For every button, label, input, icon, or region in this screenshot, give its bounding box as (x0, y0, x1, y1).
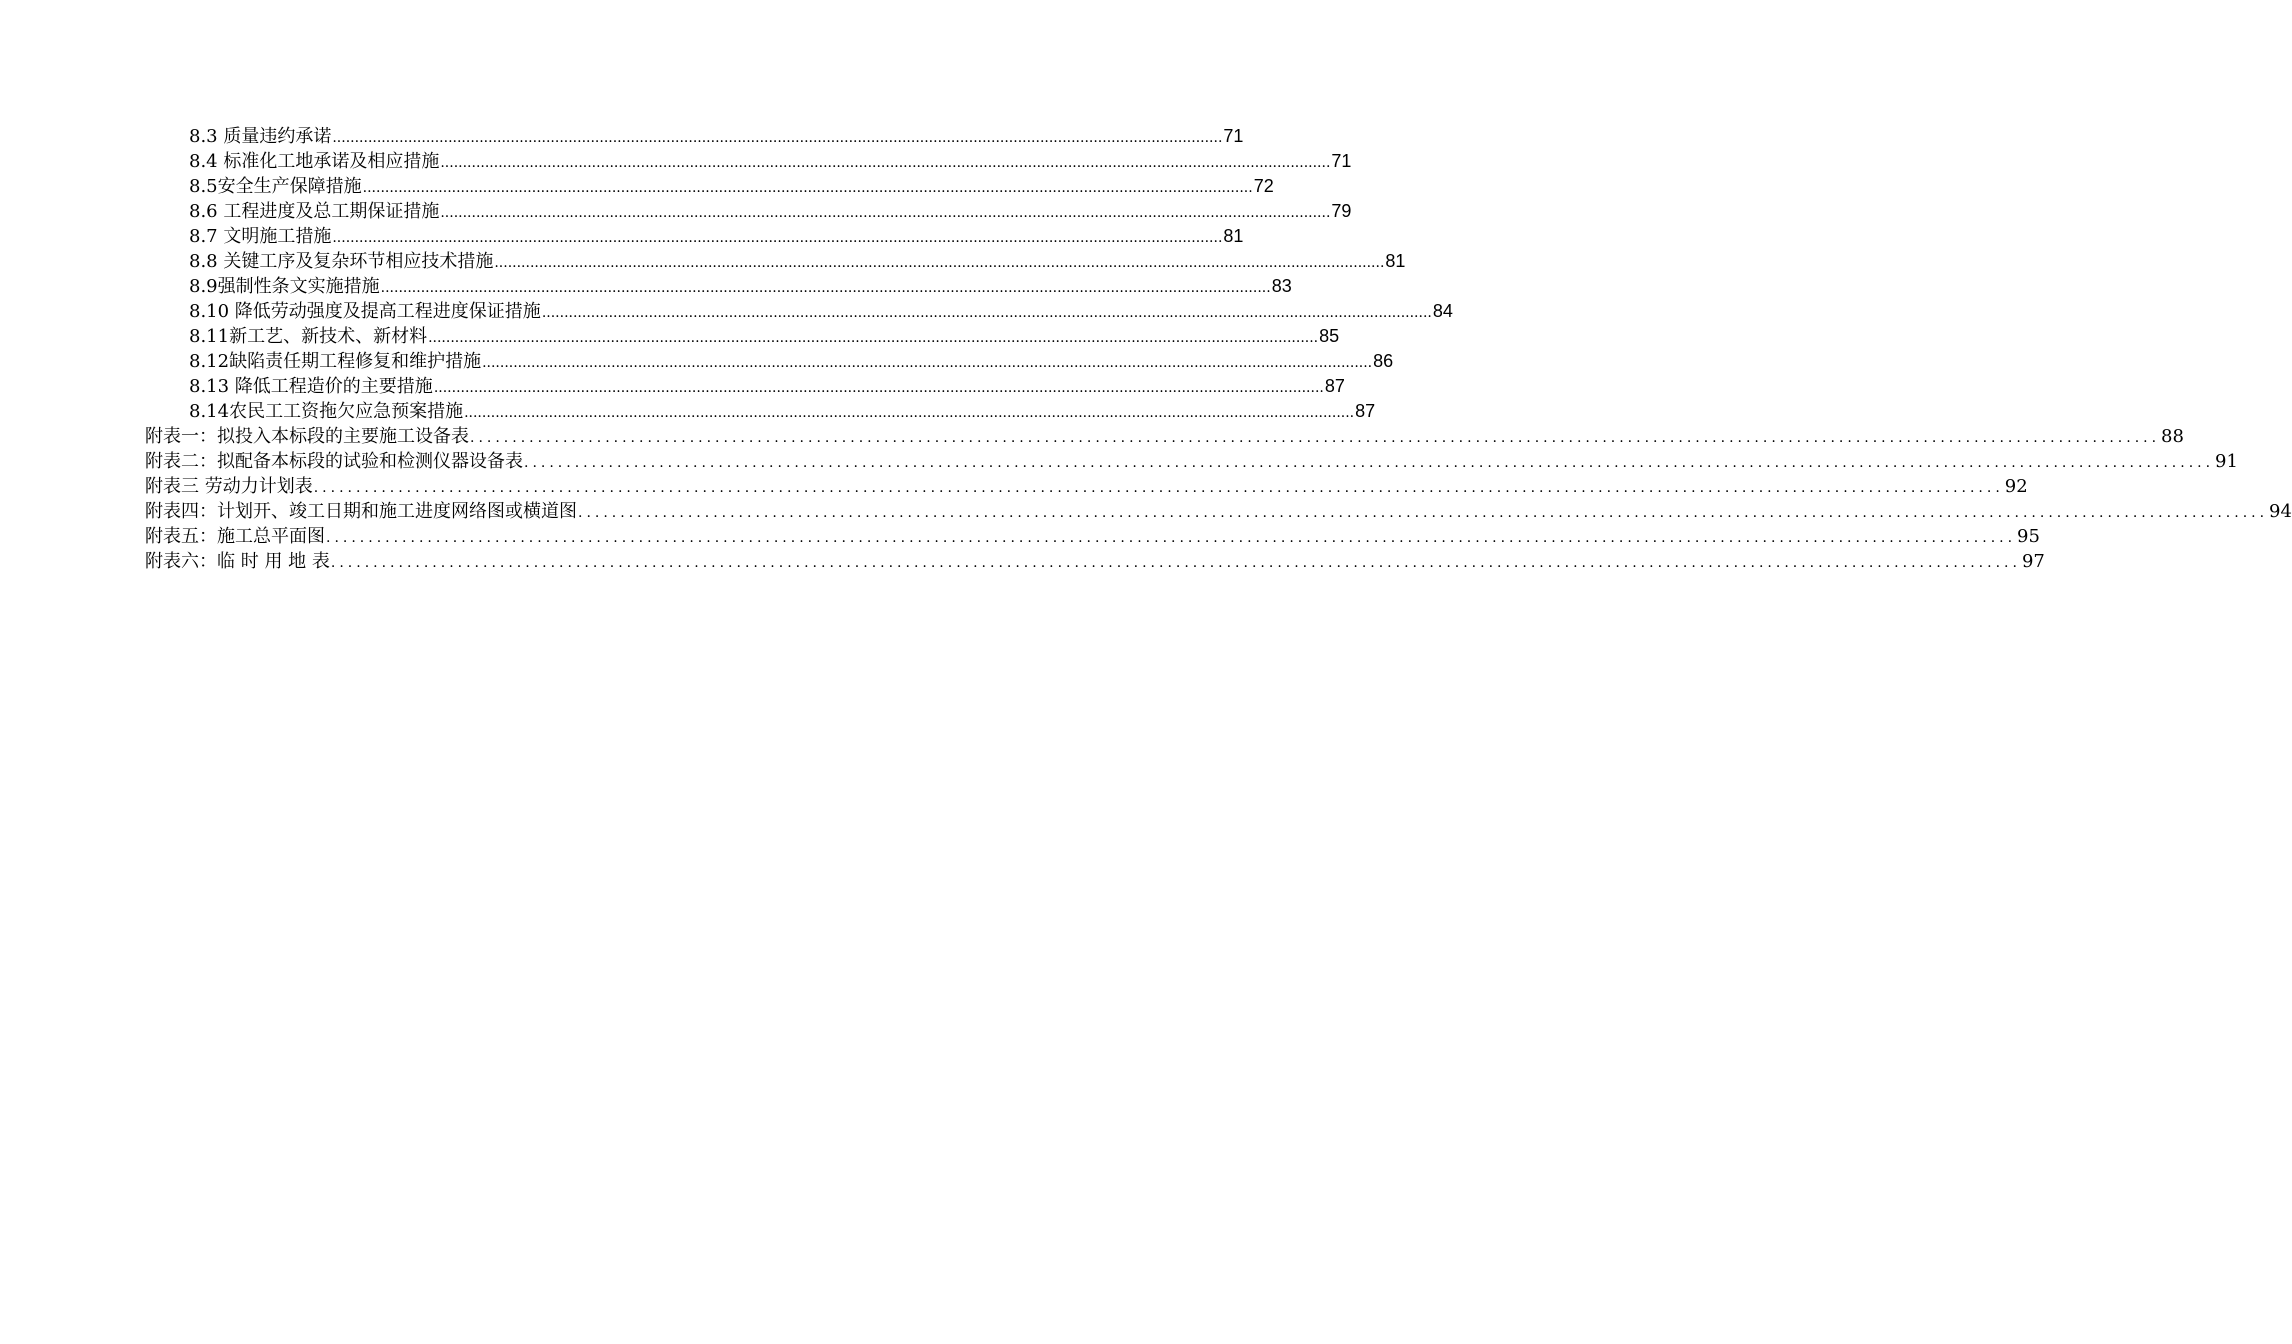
toc-entry-title: 附表六：临 时 用 地 表 (145, 551, 330, 572)
toc-entry-title: 附表二：拟配备本标段的试验和检测仪器设备表 (145, 451, 523, 472)
toc-page-number: 83 (1271, 276, 1292, 296)
toc-entry-title: 8.7 文明施工措施 (189, 226, 332, 247)
toc-dot-leader: ........................................................................................................................................................................................................ (440, 155, 1331, 171)
toc-entry[interactable] (0, 249, 1406, 274)
toc-page-number: 81 (1223, 226, 1244, 246)
toc-page-number: 88 (2161, 426, 2184, 447)
toc-dot-leader: ........................................................................................................................................................................................................ (433, 380, 1324, 396)
toc-entry-title: 8.5安全生产保障措施 (189, 176, 362, 197)
toc-entry[interactable] (0, 274, 1292, 299)
toc-entry[interactable] (0, 549, 2045, 574)
toc-entry-title: 8.4 标准化工地承诺及相应措施 (189, 151, 440, 172)
toc-page-number: 72 (1253, 176, 1274, 196)
toc-page-number: 71 (1223, 126, 1244, 146)
toc-entry-title: 附表五：施工总平面图 (145, 526, 325, 547)
toc-dot-leader: ........................................................................................................................................................................................................ (464, 405, 1355, 421)
toc-entry[interactable] (0, 374, 1345, 399)
toc-entry[interactable] (0, 424, 2184, 449)
toc-entry[interactable] (0, 349, 1394, 374)
toc-page-number: 79 (1331, 201, 1352, 221)
toc-dot-leader: ........................................................................................................................................................................................................ (332, 130, 1223, 146)
toc-page-number: 85 (1319, 326, 1340, 346)
toc-dot-leader: ........................................................................................................................................................................................................ (330, 555, 2021, 571)
toc-dot-leader: ........................................................................................................................................................................................................ (541, 305, 1432, 321)
toc-entry[interactable] (0, 199, 1352, 224)
toc-page-number: 84 (1432, 301, 1453, 321)
toc-dot-leader: ........................................................................................................................................................................................................ (313, 480, 2004, 496)
toc-entry[interactable] (0, 299, 1453, 324)
toc-entry[interactable] (0, 499, 2292, 524)
toc-entry[interactable] (0, 324, 1340, 349)
toc-entry-title: 8.11新工艺、新技术、新材料 (189, 326, 428, 347)
toc-entry-title: 8.8 关键工序及复杂环节相应技术措施 (189, 251, 494, 272)
toc-entry[interactable] (0, 174, 1274, 199)
toc-page-number: 87 (1355, 401, 1376, 421)
toc-dot-leader: ........................................................................................................................................................................................................ (494, 255, 1385, 271)
toc-entry-title: 8.9强制性条文实施措施 (189, 276, 380, 297)
toc-entry-title: 8.12缺陷责任期工程修复和维护措施 (189, 351, 482, 372)
toc-entry-title: 8.6 工程进度及总工期保证措施 (189, 201, 440, 222)
toc-page-number: 87 (1324, 376, 1345, 396)
toc-page-number: 97 (2021, 551, 2045, 572)
toc-dot-leader: ........................................................................................................................................................................................................ (470, 430, 2161, 446)
toc-dot-leader: ........................................................................................................................................................................................................ (440, 205, 1331, 221)
toc-page-number: 92 (2004, 476, 2028, 497)
toc-entry[interactable] (0, 449, 2238, 474)
toc-entry-title: 8.3 质量违约承诺 (189, 126, 332, 147)
toc-entry-title: 8.13 降低工程造价的主要措施 (189, 376, 433, 397)
toc-dot-leader: ........................................................................................................................................................................................................ (482, 355, 1373, 371)
toc-entry[interactable] (0, 474, 2028, 499)
toc-page-number: 95 (2017, 526, 2040, 547)
toc-dot-leader: ........................................................................................................................................................................................................ (578, 505, 2269, 521)
toc-page-number: 71 (1331, 151, 1352, 171)
toc-entry[interactable] (0, 524, 2040, 549)
toc-dot-leader: ........................................................................................................................................................................................................ (362, 180, 1253, 196)
toc-dot-leader: ........................................................................................................................................................................................................ (428, 330, 1319, 346)
toc-entry-title: 附表一：拟投入本标段的主要施工设备表 (145, 426, 469, 447)
toc-dot-leader: ........................................................................................................................................................................................................ (380, 280, 1271, 296)
toc-entry[interactable] (0, 149, 1352, 174)
toc-entry-title: 8.10 降低劳动强度及提高工程进度保证措施 (189, 301, 541, 322)
toc-entry-title: 附表三 劳动力计划表 (145, 476, 313, 497)
toc-dot-leader: ........................................................................................................................................................................................................ (524, 455, 2215, 471)
toc-entry[interactable] (0, 224, 1244, 249)
toc-page-number: 86 (1373, 351, 1394, 371)
toc-page-number: 91 (2215, 451, 2238, 472)
toc-dot-leader: ........................................................................................................................................................................................................ (326, 530, 2017, 546)
toc-page-number: 81 (1385, 251, 1406, 271)
toc-entry[interactable] (0, 124, 1244, 149)
toc-entry-title: 附表四：计划开、竣工日期和施工进度网络图或横道图 (145, 501, 577, 522)
toc-page-number: 94 (2269, 501, 2292, 522)
table-of-contents (0, 124, 2292, 574)
toc-entry-title: 8.14农民工工资拖欠应急预案措施 (189, 401, 464, 422)
toc-entry[interactable] (0, 399, 1376, 424)
toc-dot-leader: ........................................................................................................................................................................................................ (332, 230, 1223, 246)
